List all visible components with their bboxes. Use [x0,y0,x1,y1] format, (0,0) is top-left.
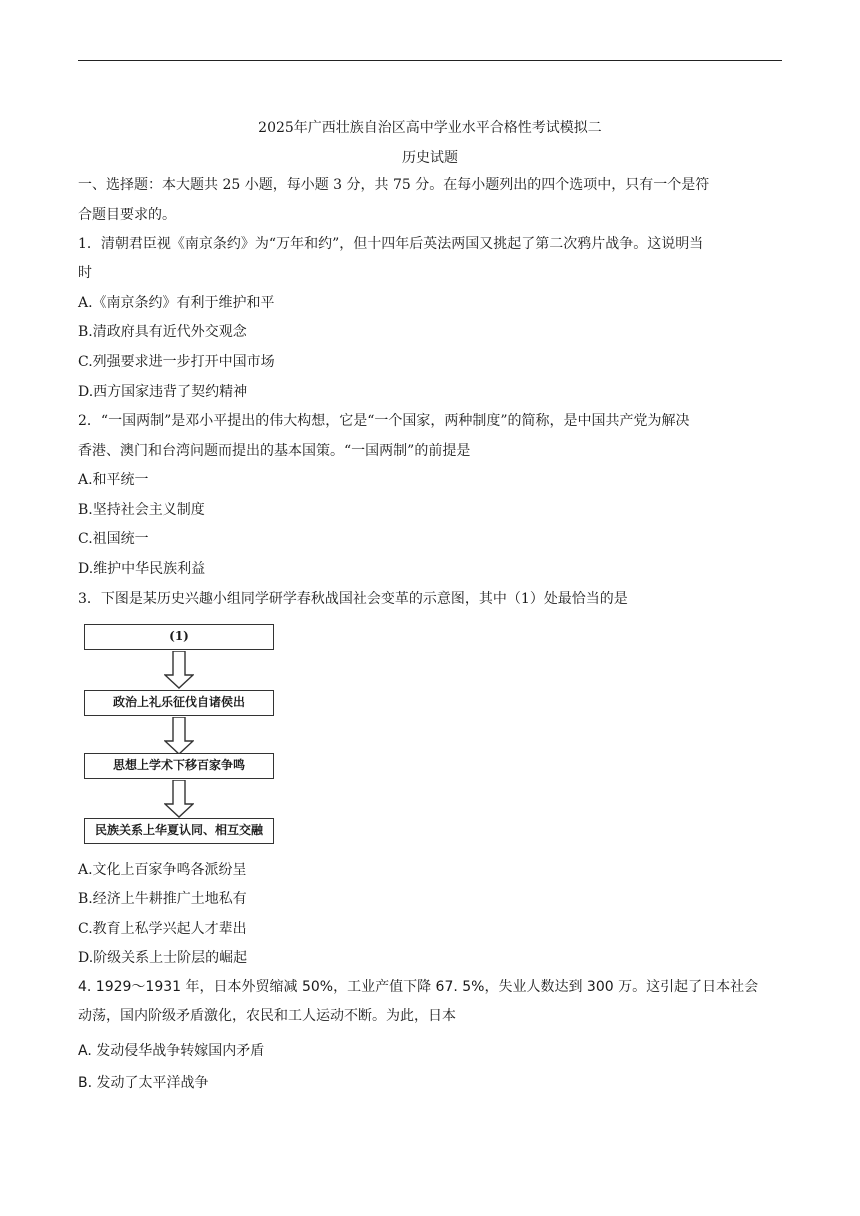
q4-stem-line-2: 动荡，国内阶级矛盾激化，农民和工人运动不断。为此，日本 [78,1008,456,1024]
diagram-box-2: 政治上礼乐征伐自诸侯出 [84,690,274,716]
q1-option-a: A.《南京条约》有利于维护和平 [78,295,275,311]
q2-option-d: D.维护中华民族利益 [78,561,206,577]
q3-option-b: B.经济上牛耕推广土地私有 [78,891,247,907]
q4-option-b: B. 发动了太平洋战争 [78,1075,209,1091]
down-arrow-icon [164,780,194,818]
q1-option-b: B.清政府具有近代外交观念 [78,324,247,340]
q1-option-c: C.列强要求进一步打开中国市场 [78,354,275,370]
exam-subtitle: 历史试题 [402,150,458,166]
section-instructions-line-1: 一、选择题：本大题共 25 小题，每小题 3 分，共 75 分。在每小题列出的四个选项中，只有一个是符 [78,177,710,193]
q1-stem-line-1: 1．清朝君臣视《南京条约》为“万年和约”，但十四年后英法两国又挑起了第二次鸦片战争。这说明当 [78,236,704,252]
q3-option-d: D.阶级关系上士阶层的崛起 [78,950,248,966]
diagram-box-4: 民族关系上华夏认同、相互交融 [84,818,274,844]
q2-option-a: A.和平统一 [78,472,149,488]
q3-stem-line-1: 3．下图是某历史兴趣小组同学研学春秋战国社会变革的示意图，其中（1）处最恰当的是 [78,591,628,607]
q3-flow-diagram [82,622,278,848]
down-arrow-icon [164,651,194,689]
q1-stem-line-2: 时 [78,265,92,281]
q2-option-c: C.祖国统一 [78,531,149,547]
q2-stem-line-1: 2．“一国两制”是邓小平提出的伟大构想，它是“一个国家，两种制度”的简称，是中国共产党为解决 [78,413,690,429]
q1-option-d: D.西方国家违背了契约精神 [78,384,248,400]
diagram-box-1: (1) [84,624,274,650]
q4-option-a: A. 发动侵华战争转嫁国内矛盾 [78,1043,265,1059]
q2-option-b: B.坚持社会主义制度 [78,502,205,518]
q4-stem-line-1: 4. 1929～1931 年，日本外贸缩减 50%，工业产值下降 67. 5%，失业人数达到 300 万。这引起了日本社会 [78,979,759,995]
header-rule [78,60,782,61]
down-arrow-icon [164,717,194,755]
diagram-box-3: 思想上学术下移百家争鸣 [84,753,274,779]
q3-option-c: C.教育上私学兴起人才辈出 [78,921,247,937]
q3-option-a: A.文化上百家争鸣各派纷呈 [78,862,247,878]
q2-stem-line-2: 香港、澳门和台湾问题而提出的基本国策。“一国两制”的前提是 [78,443,471,459]
exam-title: 2025年广西壮族自治区高中学业水平合格性考试模拟二 [258,120,602,136]
section-instructions-line-2: 合题目要求的。 [78,207,176,223]
